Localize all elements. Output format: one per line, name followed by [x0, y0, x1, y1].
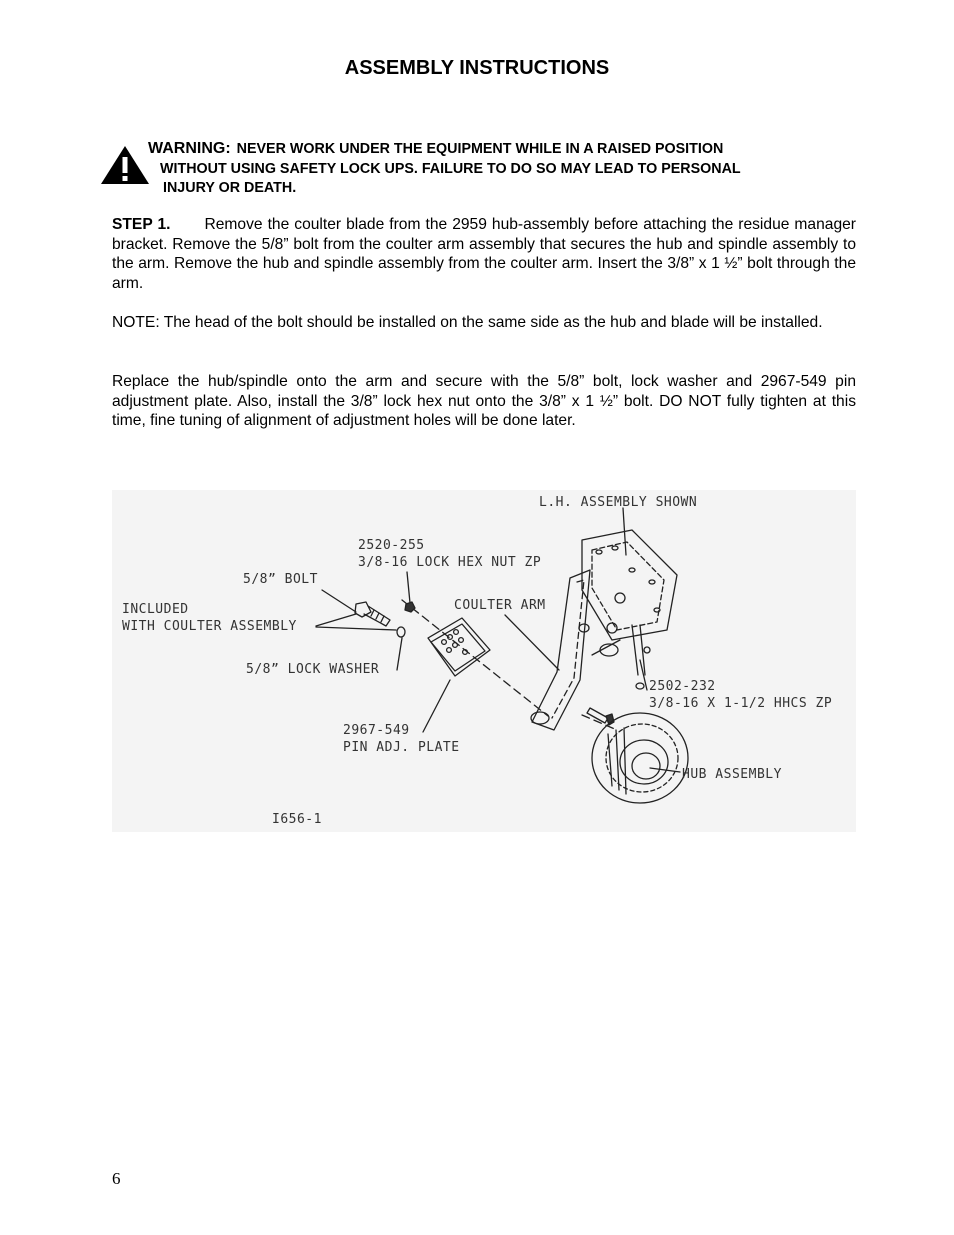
label-hhcs-description: 3/8-16 X 1-1/2 HHCS ZP	[649, 696, 833, 711]
leader-nut	[407, 572, 410, 603]
step-1-label: STEP 1.	[112, 216, 171, 233]
label-with-coulter-assembly: WITH COULTER ASSEMBLY	[122, 619, 297, 634]
hhcs-bolt	[587, 708, 608, 723]
step-1-text: Remove the coulter blade from the 2959 hub-assembly before attaching the residue manager bracket. Remove the 5/8” bolt from the coulter arm assembly that secures the hub and spindle assembly to the arm. Remove the hub and spindle assembly from the coulter arm. Insert the 3/8” x 1 ½” bolt through the arm.	[112, 216, 856, 292]
bolt-58-head	[355, 602, 371, 617]
replace-paragraph: Replace the hub/spindle onto the arm and secure with the 5/8” bolt, lock washer and 2967-549 pin adjustment plate. Also, install the 3/8” lock hex nut onto the 3/8” x 1 ½” bolt. DO NOT fully tighten at this time, fine tuning of alignment of adjustment holes will be done later.	[112, 373, 856, 430]
label-plate-description: PIN ADJ. PLATE	[343, 740, 460, 755]
note-paragraph: NOTE: The head of the bolt should be installed on the same side as the hub and blade will be installed.	[112, 314, 823, 331]
lock-hex-nut	[405, 602, 415, 612]
bracket-plate	[582, 530, 677, 640]
label-hhcs-part-number: 2502-232	[649, 679, 716, 694]
label-hub-assembly: HUB ASSEMBLY	[682, 767, 782, 782]
page-title: ASSEMBLY INSTRUCTIONS	[344, 57, 610, 79]
exclamation-triangle-icon	[100, 144, 150, 186]
leader-included-b	[316, 627, 396, 630]
leader-washer	[397, 638, 402, 670]
hub-center	[632, 753, 660, 779]
label-nut-description: 3/8-16 LOCK HEX NUT ZP	[358, 555, 542, 570]
assembly-diagram	[112, 490, 856, 832]
warning-line-2: WITHOUT USING SAFETY LOCK UPS. FAILURE TO DO SO MAY LEAD TO PERSONAL	[160, 161, 741, 177]
label-included: INCLUDED	[122, 602, 189, 617]
figure-id: I656-1	[272, 812, 322, 827]
lock-washer	[397, 627, 405, 637]
leader-included-a	[316, 614, 356, 626]
page-number: 6	[112, 1169, 121, 1188]
label-lock-washer: 5/8” LOCK WASHER	[246, 662, 380, 677]
label-lh-assembly-shown: L.H. ASSEMBLY SHOWN	[539, 495, 698, 510]
warning-text-1: NEVER WORK UNDER THE EQUIPMENT WHILE IN A RAISED POSITION	[236, 141, 724, 157]
leader-plate	[423, 680, 450, 732]
step-1-paragraph	[112, 215, 856, 293]
leader-coulter-arm	[505, 615, 559, 670]
warning-line-3: INJURY OR DEATH.	[163, 180, 297, 196]
warning-label: WARNING:	[148, 140, 231, 157]
label-coulter-arm: COULTER ARM	[454, 598, 546, 613]
warning-block	[100, 138, 860, 198]
hub-disc-outer	[592, 713, 688, 803]
warning-line-1	[148, 140, 723, 158]
leader-bolt	[322, 590, 356, 612]
label-plate-part-number: 2967-549	[343, 723, 410, 738]
label-58-bolt: 5/8” BOLT	[243, 572, 318, 587]
pin-adj-plate	[428, 618, 490, 676]
label-nut-part-number: 2520-255	[358, 538, 425, 553]
coulter-arm-body	[532, 570, 590, 730]
